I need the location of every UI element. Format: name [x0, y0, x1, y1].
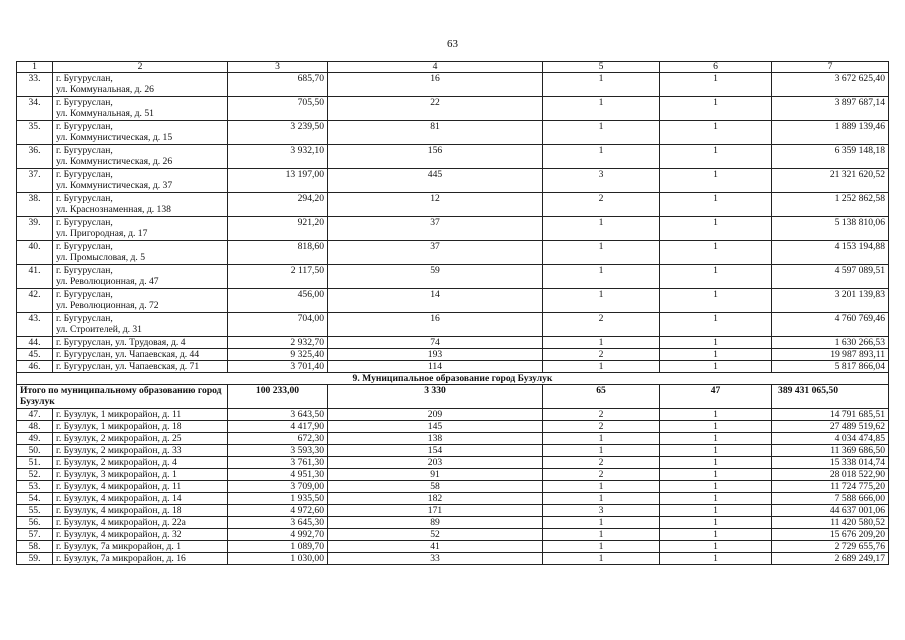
row-number: 33. — [17, 73, 53, 97]
col6-cell: 1 — [660, 241, 772, 265]
column-number: 3 — [228, 62, 328, 73]
address-city: г. Бугуруслан, — [56, 289, 113, 300]
address-cell: г. Бузулук, 4 микрорайон, д. 14 — [53, 493, 228, 505]
row-number: 56. — [17, 517, 53, 529]
col5-cell: 3 — [543, 169, 660, 193]
col4-cell: 154 — [328, 445, 543, 457]
col6-cell: 1 — [660, 517, 772, 529]
address-cell — [53, 73, 228, 97]
area-cell: 9 325,40 — [228, 349, 328, 361]
section-title: 9. Муниципальное образование город Бузулук — [17, 373, 889, 385]
address-street: ул. Краснознаменная, д. 138 — [56, 204, 171, 215]
cost-cell: 19 987 893,11 — [772, 349, 889, 361]
row-number: 43. — [17, 313, 53, 337]
col5-cell: 1 — [543, 361, 660, 373]
table-row — [17, 337, 889, 349]
col4-cell: 171 — [328, 505, 543, 517]
area-cell: 1 935,50 — [228, 493, 328, 505]
address-cell: г. Бузулук, 2 микрорайон, д. 33 — [53, 445, 228, 457]
area-cell: 3 932,10 — [228, 145, 328, 169]
col5-cell: 1 — [543, 493, 660, 505]
cost-cell: 11 420 580,52 — [772, 517, 889, 529]
col6-cell: 1 — [660, 553, 772, 565]
address-city: г. Бугуруслан, — [56, 145, 113, 156]
cost-cell: 1 630 266,53 — [772, 337, 889, 349]
table-row — [17, 73, 889, 97]
address-cell: г. Бугуруслан, ул. Чапаевская, д. 71 — [53, 361, 228, 373]
address-street: ул. Коммунистическая, д. 37 — [56, 180, 173, 191]
row-number: 55. — [17, 505, 53, 517]
address-street: ул. Коммунальная, д. 51 — [56, 108, 154, 119]
area-cell: 1 089,70 — [228, 541, 328, 553]
address-cell — [53, 193, 228, 217]
table-row — [17, 517, 889, 529]
cost-cell: 27 489 519,62 — [772, 421, 889, 433]
address-street: ул. Революционная, д. 47 — [56, 276, 159, 287]
row-number: 40. — [17, 241, 53, 265]
col4-cell: 33 — [328, 553, 543, 565]
col6-cell: 1 — [660, 289, 772, 313]
table-row — [17, 457, 889, 469]
area-cell: 456,00 — [228, 289, 328, 313]
address-street: ул. Пригородная, д. 17 — [56, 228, 148, 239]
total-row — [17, 385, 889, 409]
area-cell: 4 972,60 — [228, 505, 328, 517]
row-number: 57. — [17, 529, 53, 541]
col4-cell: 59 — [328, 265, 543, 289]
table-row — [17, 97, 889, 121]
col6-cell: 1 — [660, 97, 772, 121]
address-cell — [53, 289, 228, 313]
col6-cell: 1 — [660, 529, 772, 541]
table-row — [17, 217, 889, 241]
address-city: г. Бугуруслан, — [56, 121, 113, 132]
area-cell: 3 761,30 — [228, 457, 328, 469]
col5-cell: 1 — [543, 145, 660, 169]
total-cost: 389 431 065,50 — [772, 385, 889, 409]
col4-cell: 58 — [328, 481, 543, 493]
table-row — [17, 541, 889, 553]
col4-cell: 14 — [328, 289, 543, 313]
cost-cell: 1 889 139,46 — [772, 121, 889, 145]
table-row — [17, 445, 889, 457]
cost-cell: 3 897 687,14 — [772, 97, 889, 121]
col5-cell: 2 — [543, 457, 660, 469]
table-row — [17, 169, 889, 193]
cost-cell: 4 034 474,85 — [772, 433, 889, 445]
table-row — [17, 469, 889, 481]
col4-cell: 74 — [328, 337, 543, 349]
area-cell: 3 593,30 — [228, 445, 328, 457]
area-cell: 2 117,50 — [228, 265, 328, 289]
row-number: 54. — [17, 493, 53, 505]
area-cell: 3 709,00 — [228, 481, 328, 493]
column-number: 5 — [543, 62, 660, 73]
col4-cell: 193 — [328, 349, 543, 361]
table-row — [17, 433, 889, 445]
cost-cell: 7 588 666,00 — [772, 493, 889, 505]
row-number: 50. — [17, 445, 53, 457]
area-cell: 685,70 — [228, 73, 328, 97]
address-city: г. Бугуруслан, — [56, 73, 113, 84]
col6-cell: 1 — [660, 481, 772, 493]
col5-cell: 1 — [543, 265, 660, 289]
area-cell: 3 239,50 — [228, 121, 328, 145]
column-number: 2 — [53, 62, 228, 73]
col4-cell: 16 — [328, 73, 543, 97]
col6-cell: 1 — [660, 313, 772, 337]
area-cell: 4 992,70 — [228, 529, 328, 541]
cost-cell: 4 760 769,46 — [772, 313, 889, 337]
address-street: ул. Промысловая, д. 5 — [56, 252, 146, 263]
address-street: ул. Коммунальная, д. 26 — [56, 84, 154, 95]
address-cell — [53, 97, 228, 121]
area-cell: 921,20 — [228, 217, 328, 241]
col4-cell: 89 — [328, 517, 543, 529]
col6-cell: 1 — [660, 349, 772, 361]
table-row — [17, 265, 889, 289]
table-row — [17, 361, 889, 373]
row-number: 45. — [17, 349, 53, 361]
table-row — [17, 481, 889, 493]
address-cell — [53, 241, 228, 265]
address-cell — [53, 313, 228, 337]
col4-cell: 138 — [328, 433, 543, 445]
column-number: 1 — [17, 62, 53, 73]
col5-cell: 3 — [543, 505, 660, 517]
table-row — [17, 493, 889, 505]
col6-cell: 1 — [660, 433, 772, 445]
register-table — [16, 61, 889, 565]
address-cell: г. Бузулук, 4 микрорайон, д. 18 — [53, 505, 228, 517]
col6-cell: 1 — [660, 193, 772, 217]
col4-cell: 16 — [328, 313, 543, 337]
col5-cell: 1 — [543, 433, 660, 445]
col5-cell: 1 — [543, 481, 660, 493]
address-city: г. Бугуруслан, — [56, 265, 113, 276]
col6-cell: 1 — [660, 457, 772, 469]
address-cell: г. Бузулук, 1 микрорайон, д. 18 — [53, 421, 228, 433]
col5-cell: 1 — [543, 541, 660, 553]
address-cell: г. Бузулук, 7а микрорайон, д. 1 — [53, 541, 228, 553]
total-area: 100 233,00 — [228, 385, 328, 409]
row-number: 47. — [17, 409, 53, 421]
column-number: 7 — [772, 62, 889, 73]
row-number: 34. — [17, 97, 53, 121]
row-number: 38. — [17, 193, 53, 217]
address-city: г. Бугуруслан, — [56, 313, 113, 324]
row-number: 49. — [17, 433, 53, 445]
col6-cell: 1 — [660, 493, 772, 505]
col6-cell: 1 — [660, 361, 772, 373]
col6-cell: 1 — [660, 73, 772, 97]
col4-cell: 445 — [328, 169, 543, 193]
area-cell: 1 030,00 — [228, 553, 328, 565]
cost-cell: 5 817 866,04 — [772, 361, 889, 373]
cost-cell: 4 153 194,88 — [772, 241, 889, 265]
col5-cell: 2 — [543, 421, 660, 433]
cost-cell: 15 338 014,74 — [772, 457, 889, 469]
col4-cell: 12 — [328, 193, 543, 217]
address-cell — [53, 169, 228, 193]
table-row — [17, 241, 889, 265]
col4-cell: 37 — [328, 241, 543, 265]
area-cell: 3 643,50 — [228, 409, 328, 421]
row-number: 46. — [17, 361, 53, 373]
address-street: ул. Коммунистическая, д. 26 — [56, 156, 173, 167]
col6-cell: 1 — [660, 505, 772, 517]
cost-cell: 5 138 810,06 — [772, 217, 889, 241]
col6-cell: 1 — [660, 469, 772, 481]
area-cell: 294,20 — [228, 193, 328, 217]
col4-cell: 209 — [328, 409, 543, 421]
table-row — [17, 289, 889, 313]
col4-cell: 114 — [328, 361, 543, 373]
cost-cell: 14 791 685,51 — [772, 409, 889, 421]
area-cell: 4 417,90 — [228, 421, 328, 433]
col4-cell: 52 — [328, 529, 543, 541]
table-row — [17, 553, 889, 565]
cost-cell: 2 689 249,17 — [772, 553, 889, 565]
address-cell: г. Бузулук, 4 микрорайон, д. 11 — [53, 481, 228, 493]
address-cell — [53, 145, 228, 169]
col4-cell: 203 — [328, 457, 543, 469]
col5-cell: 1 — [543, 529, 660, 541]
address-cell: г. Бузулук, 4 микрорайон, д. 32 — [53, 529, 228, 541]
row-number: 44. — [17, 337, 53, 349]
address-cell: г. Бузулук, 2 микрорайон, д. 25 — [53, 433, 228, 445]
table-row — [17, 145, 889, 169]
row-number: 35. — [17, 121, 53, 145]
table-row — [17, 505, 889, 517]
address-cell: г. Бугуруслан, ул. Чапаевская, д. 44 — [53, 349, 228, 361]
total-col6: 47 — [660, 385, 772, 409]
table-row — [17, 409, 889, 421]
row-number: 51. — [17, 457, 53, 469]
col6-cell: 1 — [660, 265, 772, 289]
table-row — [17, 313, 889, 337]
page-number: 63 — [447, 38, 458, 50]
col5-cell: 2 — [543, 349, 660, 361]
address-street: ул. Строителей, д. 31 — [56, 324, 142, 335]
address-city: г. Бугуруслан, — [56, 169, 113, 180]
col6-cell: 1 — [660, 145, 772, 169]
area-cell: 13 197,00 — [228, 169, 328, 193]
col6-cell: 1 — [660, 169, 772, 193]
column-number: 4 — [328, 62, 543, 73]
column-number-row — [17, 62, 889, 73]
col6-cell: 1 — [660, 217, 772, 241]
col4-cell: 37 — [328, 217, 543, 241]
area-cell: 672,30 — [228, 433, 328, 445]
col5-cell: 2 — [543, 313, 660, 337]
cost-cell: 11 724 775,20 — [772, 481, 889, 493]
cost-cell: 1 252 862,58 — [772, 193, 889, 217]
area-cell: 3 701,40 — [228, 361, 328, 373]
cost-cell: 2 729 655,76 — [772, 541, 889, 553]
col6-cell: 1 — [660, 337, 772, 349]
total-col4: 3 330 — [328, 385, 543, 409]
cost-cell: 3 201 139,83 — [772, 289, 889, 313]
col5-cell: 1 — [543, 337, 660, 349]
address-cell: г. Бузулук, 4 микрорайон, д. 22а — [53, 517, 228, 529]
table-row — [17, 193, 889, 217]
area-cell: 704,00 — [228, 313, 328, 337]
address-street: ул. Коммунистическая, д. 15 — [56, 132, 173, 143]
area-cell: 705,50 — [228, 97, 328, 121]
row-number: 53. — [17, 481, 53, 493]
row-number: 37. — [17, 169, 53, 193]
row-number: 48. — [17, 421, 53, 433]
col6-cell: 1 — [660, 541, 772, 553]
col6-cell: 1 — [660, 409, 772, 421]
area-cell: 2 932,70 — [228, 337, 328, 349]
address-city: г. Бугуруслан, — [56, 193, 113, 204]
col5-cell: 1 — [543, 289, 660, 313]
col4-cell: 91 — [328, 469, 543, 481]
area-cell: 818,60 — [228, 241, 328, 265]
col5-cell: 1 — [543, 553, 660, 565]
table-row — [17, 421, 889, 433]
address-cell: г. Бузулук, 7а микрорайон, д. 16 — [53, 553, 228, 565]
cost-cell: 28 018 522,90 — [772, 469, 889, 481]
address-cell: г. Бузулук, 1 микрорайон, д. 11 — [53, 409, 228, 421]
address-cell: г. Бузулук, 3 микрорайон, д. 1 — [53, 469, 228, 481]
col6-cell: 1 — [660, 445, 772, 457]
area-cell: 3 645,30 — [228, 517, 328, 529]
address-cell — [53, 265, 228, 289]
col6-cell: 1 — [660, 421, 772, 433]
table-row — [17, 529, 889, 541]
address-city: г. Бугуруслан, — [56, 241, 113, 252]
address-city: г. Бугуруслан, — [56, 97, 113, 108]
section-row — [17, 373, 889, 385]
col4-cell: 22 — [328, 97, 543, 121]
col5-cell: 1 — [543, 517, 660, 529]
area-cell: 4 951,30 — [228, 469, 328, 481]
row-number: 59. — [17, 553, 53, 565]
col5-cell: 1 — [543, 73, 660, 97]
cost-cell: 21 321 620,52 — [772, 169, 889, 193]
address-city: г. Бугуруслан, — [56, 217, 113, 228]
total-col5: 65 — [543, 385, 660, 409]
col4-cell: 145 — [328, 421, 543, 433]
row-number: 58. — [17, 541, 53, 553]
col5-cell: 1 — [543, 241, 660, 265]
cost-cell: 4 597 089,51 — [772, 265, 889, 289]
cost-cell: 3 672 625,40 — [772, 73, 889, 97]
cost-cell: 15 676 209,20 — [772, 529, 889, 541]
total-label: Итого по муниципальному образованию город Бузулук — [17, 385, 228, 409]
col5-cell: 1 — [543, 97, 660, 121]
row-number: 39. — [17, 217, 53, 241]
row-number: 36. — [17, 145, 53, 169]
address-cell — [53, 217, 228, 241]
cost-cell: 6 359 148,18 — [772, 145, 889, 169]
row-number: 52. — [17, 469, 53, 481]
address-cell: г. Бузулук, 2 микрорайон, д. 4 — [53, 457, 228, 469]
row-number: 42. — [17, 289, 53, 313]
cost-cell: 11 369 686,50 — [772, 445, 889, 457]
table-row — [17, 349, 889, 361]
col5-cell: 1 — [543, 121, 660, 145]
col4-cell: 41 — [328, 541, 543, 553]
cost-cell: 44 637 001,06 — [772, 505, 889, 517]
row-number: 41. — [17, 265, 53, 289]
column-number: 6 — [660, 62, 772, 73]
col4-cell: 182 — [328, 493, 543, 505]
address-cell: г. Бугуруслан, ул. Трудовая, д. 4 — [53, 337, 228, 349]
col6-cell: 1 — [660, 121, 772, 145]
col5-cell: 2 — [543, 469, 660, 481]
address-street: ул. Революционная, д. 72 — [56, 300, 159, 311]
col5-cell: 1 — [543, 217, 660, 241]
col5-cell: 2 — [543, 193, 660, 217]
address-cell — [53, 121, 228, 145]
col5-cell: 2 — [543, 409, 660, 421]
col4-cell: 81 — [328, 121, 543, 145]
col4-cell: 156 — [328, 145, 543, 169]
col5-cell: 1 — [543, 445, 660, 457]
table-row — [17, 121, 889, 145]
